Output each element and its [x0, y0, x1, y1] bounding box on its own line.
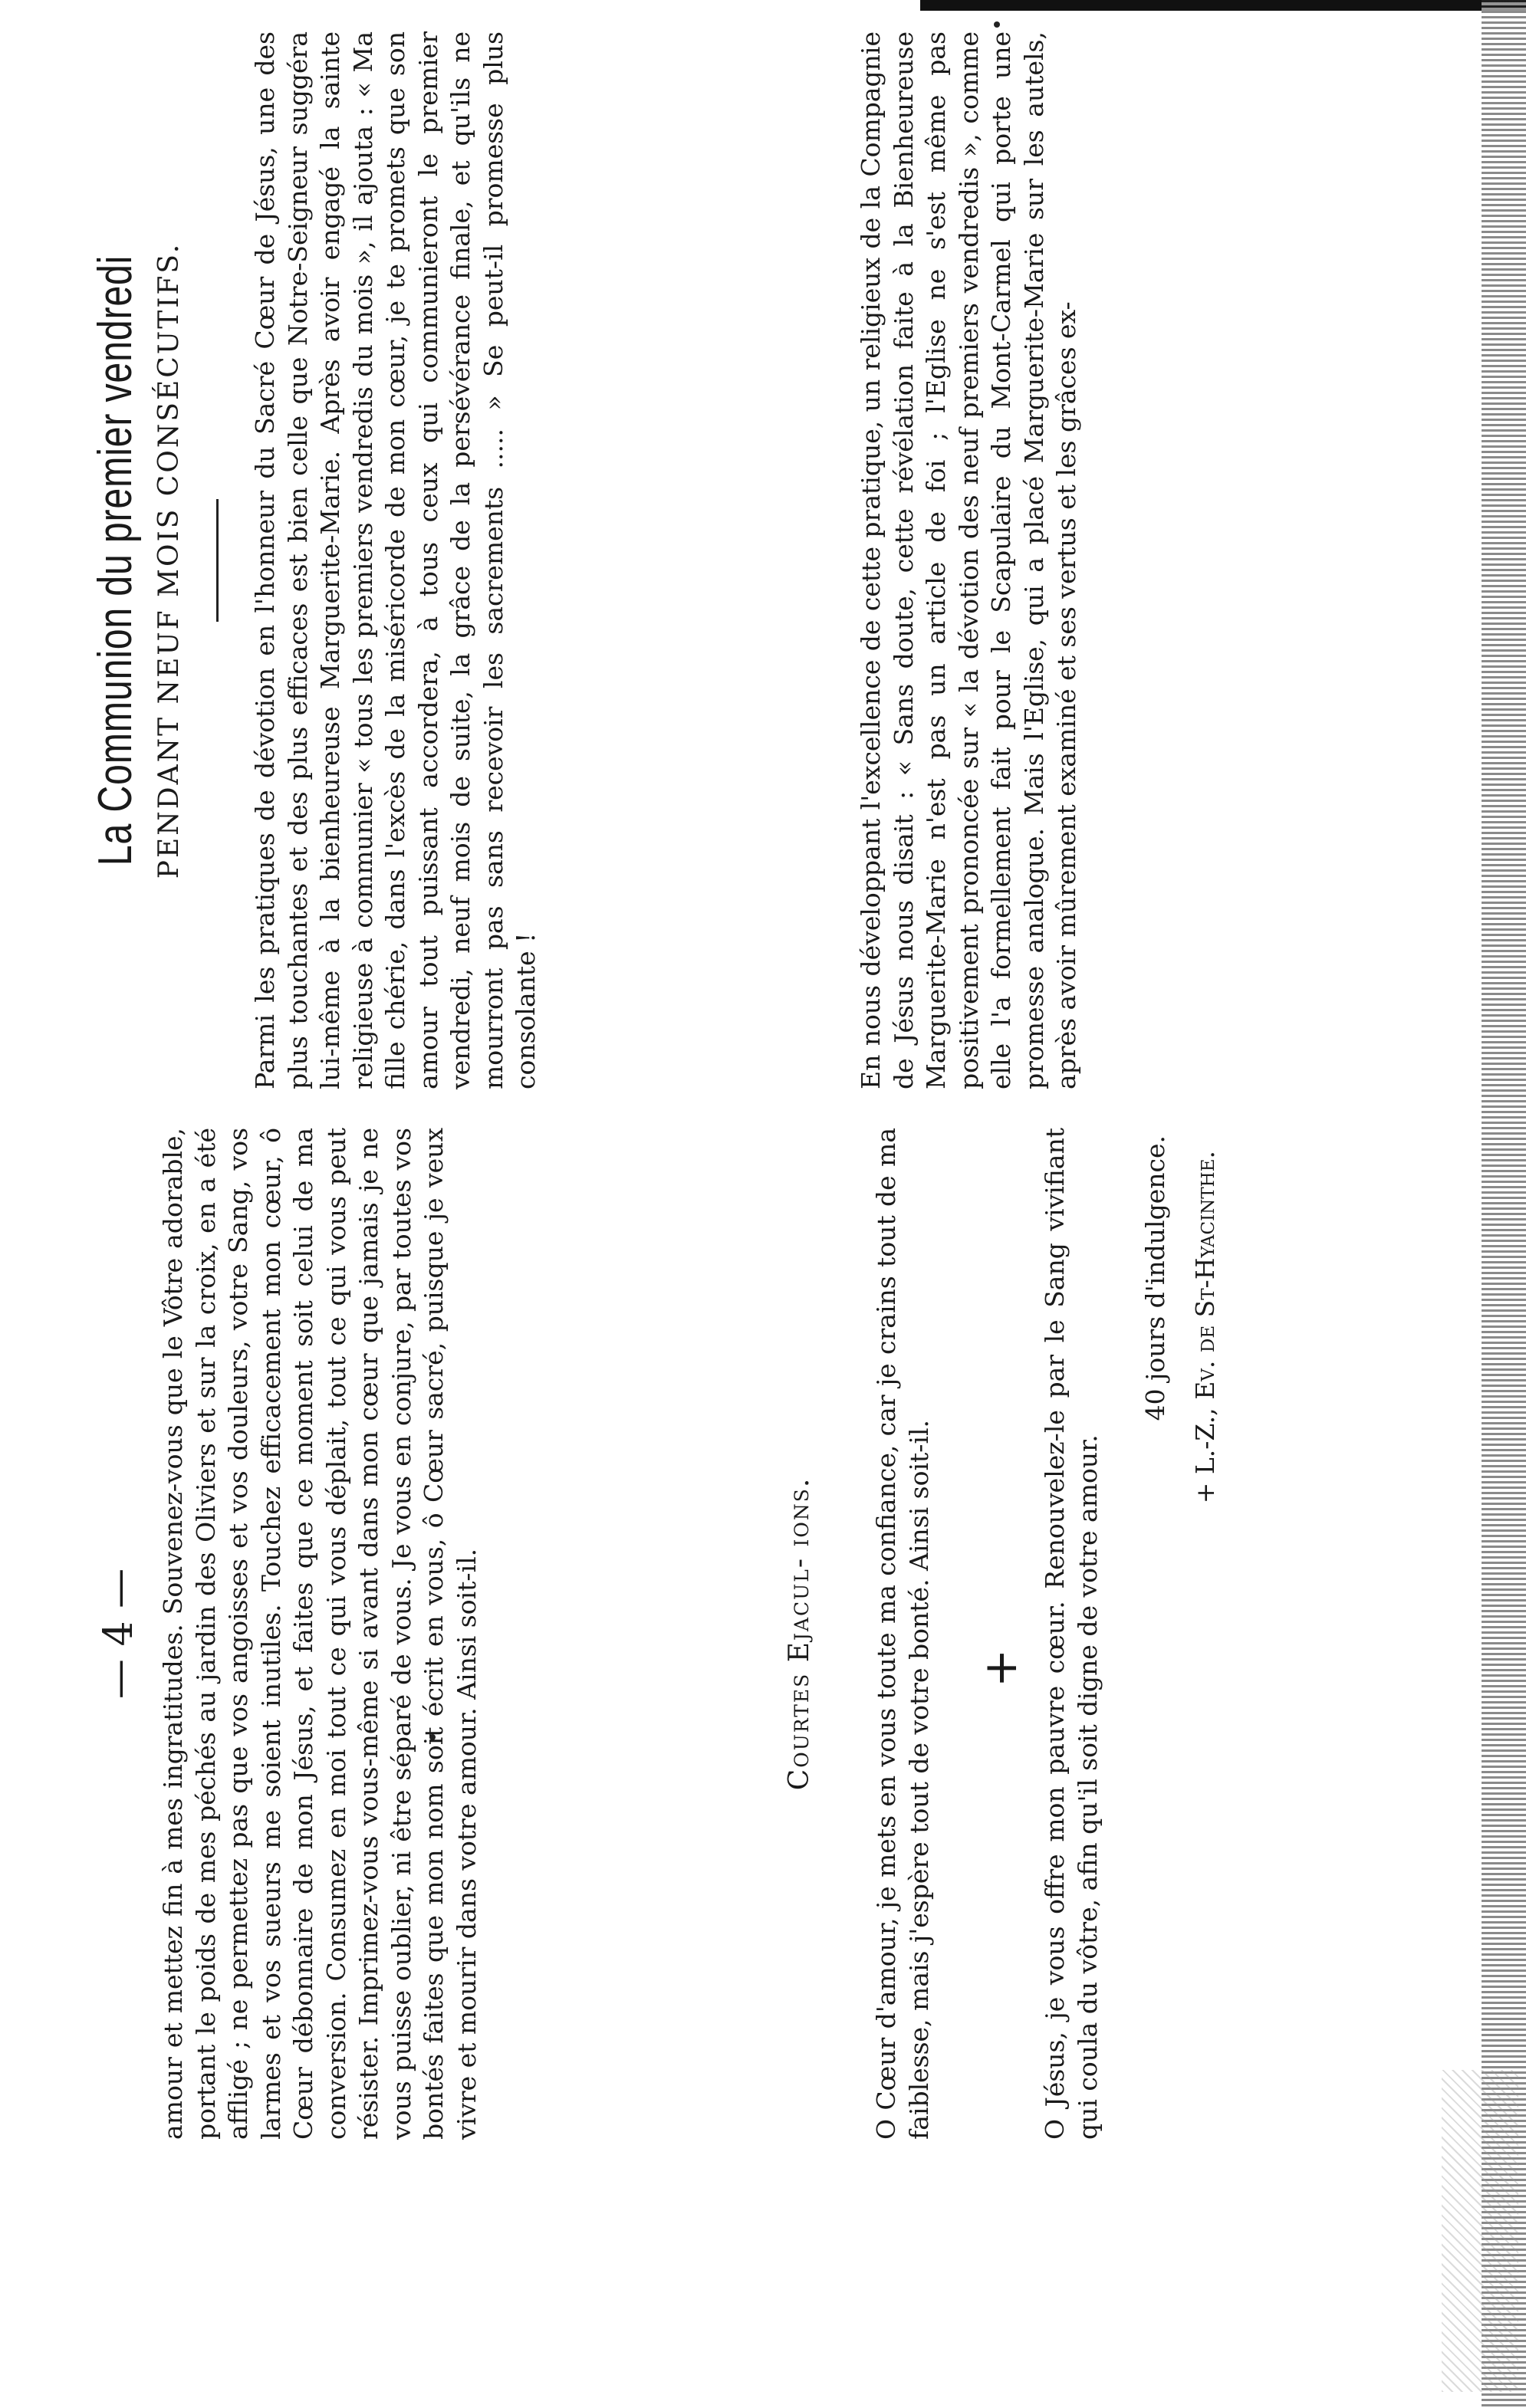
article-subtitle: PENDANT NEUF MOIS CONSÉCUTIFS.	[153, 241, 185, 879]
article-paragraph-1: Parmi les pratiques de dévotion en l'honneur du Sacré Cœur de Jésus, une des plus touchantes et des plus efficaces est bien celle que Notre-Seigneur suggéra lui-même à la bienheureuse Marguerite-Marie. Après avoir engagé la sainte religieuse à communier « tous les premiers vendredis du mois », il ajouta : « Ma fille chérie, dans l'excès de la miséricorde de mon cœur, je te promets que son amour tout puissant accordera, à tous ceux qui communieront le premier vendredi, neuf mois de suite, la grâce de la persévérance finale, et qu'ils ne mourront pas sans recevoir les sacrements ..... » Se peut-il promesse plus consolante !	[250, 31, 541, 1089]
article-paragraph-2: En nous développant l'excellence de cette pratique, un religieux de la Compagnie de Jésus nous disait : « Sans doute, cette révélation faite à la Bienheureuse Marguerite-Marie n'est pas un article de foi ; l'Eglise ne s'est même pas positivement prononcée sur « la dévotion des neuf premiers vendredis », comme elle l'a formellement fait pour le Scapulaire du Mont-Carmel qui porte une promesse analogue. Mais l'Eglise, qui a placé Marguerite-Marie sur les autels, après avoir mûrement examiné et ses vertus et les grâces ex-	[856, 31, 1081, 1089]
page-number: — 4 —	[96, 1568, 142, 1700]
right-page	[0, 24, 1526, 1097]
cross-icon: +	[974, 1648, 1028, 1687]
signature	[1190, 1151, 1220, 1503]
left-page	[0, 1120, 1526, 2147]
divider	[216, 499, 219, 622]
indulgence-note: 40 jours d'indulgence.	[1140, 1135, 1170, 1421]
section-title: Courtes Ejacul- ions.	[784, 1477, 815, 1791]
article-title: La Communion du premier vendredi	[89, 255, 142, 866]
ejaculation-paragraph: O Cœur d'amour, je mets en vous toute ma confiance, car je crains tout de ma faiblesse, mais j'espère tout de votre bonté. Ainsi soit-il.	[871, 1128, 934, 2140]
prayer-paragraph: amour et mettez fin à mes ingratitudes. Souvenez-vous que le Vôtre adorable, portant le poids de mes péchés au jardin des Oliviers et sur la croix, en a été affligé ; ne permettez pas que vos angoisses et vos douleurs, votre Sang, vos larmes et vos sueurs me soient inutiles. Touchez efficacement mon cœur, ô Cœur débonnaire de mon Jésus, et faites que ce moment soit celui de ma conversion. Consumez en moi tout ce qui vous déplait, tout ce qui vous peut résister. Imprimez-vous vous-même si avant dans mon cœur que jamais je ne vous puisse oublier, ni être séparé de vous. Je vous en conjure, par toutes vos bontés faites que mon nom soit écrit en vous, ô Cœur sacré, puisque je veux vivre et mourir dans votre amour. Ainsi soit-il.	[158, 1128, 482, 2140]
signature-text: + L.-Z., Ev. de St-Hyacinthe.	[1190, 1151, 1220, 1504]
ejaculation-paragraph-2: O Jésus, je vous offre mon pauvre cœur. Renouvelez-le par le Sang vivifiant qui coula du vôtre, afin qu'il soit digne de votre amour.	[1040, 1128, 1103, 2140]
